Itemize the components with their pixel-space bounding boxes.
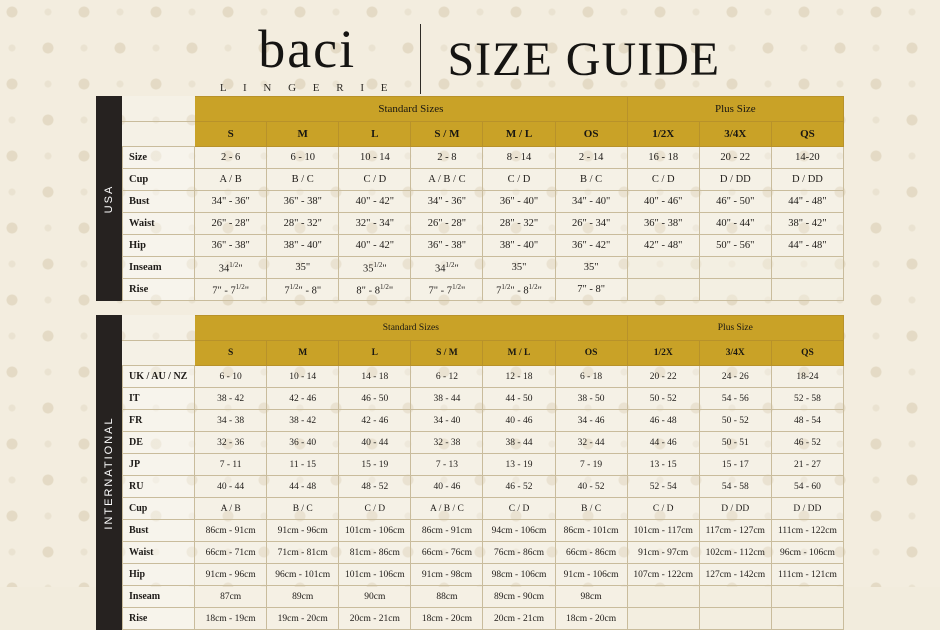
intl-column-header-row <box>123 341 844 366</box>
intl-col-threequarterx: 3/4X <box>699 341 771 366</box>
table-cell: 18cm - 19cm <box>195 608 267 630</box>
usa-col-m: M <box>267 122 339 147</box>
table-cell: $35^{1/2}$" <box>339 257 411 279</box>
usa-group-blank <box>123 97 195 122</box>
table-cell: 8 - 14 <box>483 147 555 169</box>
table-cell: 40 - 44 <box>195 476 267 498</box>
table-row <box>123 454 844 476</box>
table-cell: 46" - 50" <box>699 191 771 213</box>
row-label: Waist <box>123 542 195 564</box>
table-cell: 87cm <box>195 586 267 608</box>
table-cell: 14 - 18 <box>339 366 411 388</box>
table-cell: 89cm <box>267 586 339 608</box>
table-cell: 7" - $7^{1/2}$" <box>195 279 267 301</box>
table-cell: 98cm - 106cm <box>483 564 555 586</box>
table-row <box>123 366 844 388</box>
table-cell: 42 - 46 <box>339 410 411 432</box>
table-cell: 35" <box>267 257 339 279</box>
table-cell: D / DD <box>771 498 843 520</box>
table-cell: 40" - 42" <box>339 235 411 257</box>
table-cell: 38 - 50 <box>555 388 627 410</box>
table-cell: $7^{1/2}$" - $8^{1/2}$" <box>483 279 555 301</box>
usa-table-body <box>123 147 844 301</box>
table-cell: 2 - 8 <box>411 147 483 169</box>
table-cell: D / DD <box>699 169 771 191</box>
table-cell: 86cm - 91cm <box>195 520 267 542</box>
table-cell: C / D <box>339 498 411 520</box>
table-cell: 6 - 10 <box>267 147 339 169</box>
table-cell: 10 - 14 <box>339 147 411 169</box>
table-cell: 20 - 22 <box>699 147 771 169</box>
table-row <box>123 213 844 235</box>
table-cell: 38" - 40" <box>267 235 339 257</box>
table-cell: 91cm - 98cm <box>411 564 483 586</box>
table-cell: 35" <box>483 257 555 279</box>
table-cell: 48 - 54 <box>771 410 843 432</box>
row-label: RU <box>123 476 195 498</box>
table-cell: 13 - 19 <box>483 454 555 476</box>
table-cell: B / C <box>555 498 627 520</box>
row-label: Waist <box>123 213 195 235</box>
table-cell: A / B / C <box>411 498 483 520</box>
table-cell: 38" - 40" <box>483 235 555 257</box>
row-label: Bust <box>123 520 195 542</box>
table-cell: 40" - 46" <box>627 191 699 213</box>
table-cell: 18-24 <box>771 366 843 388</box>
page-title: SIZE GUIDE <box>447 32 721 86</box>
intl-col-sm: S / M <box>411 341 483 366</box>
table-cell: A / B / C <box>411 169 483 191</box>
intl-col-os: OS <box>555 341 627 366</box>
table-cell: 28" - 32" <box>483 213 555 235</box>
table-cell: 40 - 46 <box>411 476 483 498</box>
table-cell: 52 - 58 <box>771 388 843 410</box>
usa-col-sm: S / M <box>411 122 483 147</box>
usa-col-threequarterx: 3/4X <box>699 122 771 147</box>
table-cell: 38" - 42" <box>771 213 843 235</box>
table-cell: 101cm - 106cm <box>339 564 411 586</box>
table-cell: 26" - 28" <box>411 213 483 235</box>
usa-side-label-text: USA <box>103 184 115 213</box>
table-row <box>123 169 844 191</box>
table-cell: 91cm - 96cm <box>195 564 267 586</box>
table-cell: $34^{1/2}$" <box>411 257 483 279</box>
page-header <box>0 0 940 96</box>
table-cell: 24 - 26 <box>699 366 771 388</box>
table-cell: 13 - 15 <box>627 454 699 476</box>
table-cell: 42 - 46 <box>267 388 339 410</box>
table-cell: 96cm - 106cm <box>771 542 843 564</box>
usa-group-plus: Plus Size <box>627 97 843 122</box>
table-cell: $7^{1/2}$" - 8" <box>267 279 339 301</box>
usa-col-os: OS <box>555 122 627 147</box>
usa-col-l: L <box>339 122 411 147</box>
table-cell: 20 - 22 <box>627 366 699 388</box>
table-cell: 7 - 19 <box>555 454 627 476</box>
row-label: Rise <box>123 279 195 301</box>
table-cell: D / DD <box>771 169 843 191</box>
table-cell: 15 - 17 <box>699 454 771 476</box>
table-cell: 18cm - 20cm <box>411 608 483 630</box>
usa-group-standard: Standard Sizes <box>195 97 628 122</box>
intl-group-plus: Plus Size <box>627 316 843 341</box>
table-row <box>123 608 844 630</box>
table-row <box>123 586 844 608</box>
table-cell: 34" - 36" <box>411 191 483 213</box>
table-cell: 36 - 40 <box>267 432 339 454</box>
intl-col-halfx: 1/2X <box>627 341 699 366</box>
usa-group-header-row <box>123 97 844 122</box>
intl-group-header-row <box>123 316 844 341</box>
table-cell: 16 - 18 <box>627 147 699 169</box>
international-side-label <box>96 315 122 630</box>
table-cell: 6 - 12 <box>411 366 483 388</box>
table-cell: 36" - 38" <box>267 191 339 213</box>
table-row <box>123 147 844 169</box>
table-cell: 38 - 44 <box>483 432 555 454</box>
table-cell: 117cm - 127cm <box>699 520 771 542</box>
table-cell: 40 - 52 <box>555 476 627 498</box>
table-cell: 86cm - 91cm <box>411 520 483 542</box>
table-row <box>123 542 844 564</box>
table-cell: 38 - 42 <box>267 410 339 432</box>
table-row <box>123 476 844 498</box>
table-cell: 54 - 56 <box>699 388 771 410</box>
table-cell: 71cm - 81cm <box>267 542 339 564</box>
table-cell: 32 - 44 <box>555 432 627 454</box>
table-cell: 40 - 46 <box>483 410 555 432</box>
table-cell <box>771 257 843 279</box>
table-cell: 101cm - 106cm <box>339 520 411 542</box>
table-cell: 91cm - 96cm <box>267 520 339 542</box>
usa-table-block <box>96 96 844 301</box>
row-label: IT <box>123 388 195 410</box>
table-cell <box>627 608 699 630</box>
international-table-block <box>96 315 844 630</box>
intl-table-body <box>123 366 844 630</box>
table-cell <box>771 586 843 608</box>
international-side-label-text: INTERNATIONAL <box>103 415 115 530</box>
intl-col-s: S <box>195 341 267 366</box>
table-cell: 107cm - 122cm <box>627 564 699 586</box>
table-cell: 88cm <box>411 586 483 608</box>
table-cell: 96cm - 101cm <box>267 564 339 586</box>
table-cell: 15 - 19 <box>339 454 411 476</box>
table-cell: 66cm - 76cm <box>411 542 483 564</box>
intl-col-qs: QS <box>771 341 843 366</box>
table-cell: 46 - 52 <box>771 432 843 454</box>
table-cell: 20cm - 21cm <box>339 608 411 630</box>
table-cell: 44 - 48 <box>267 476 339 498</box>
intl-col-ml: M / L <box>483 341 555 366</box>
table-cell: 50" - 56" <box>699 235 771 257</box>
table-cell: 40" - 44" <box>699 213 771 235</box>
table-cell: C / D <box>627 169 699 191</box>
row-label: Inseam <box>123 257 195 279</box>
table-cell <box>699 257 771 279</box>
table-cell: 12 - 18 <box>483 366 555 388</box>
table-cell: 34" - 36" <box>195 191 267 213</box>
table-cell: 7" - 8" <box>555 279 627 301</box>
table-cell: 28" - 32" <box>267 213 339 235</box>
table-row <box>123 498 844 520</box>
row-label: Hip <box>123 235 195 257</box>
table-cell <box>627 257 699 279</box>
usa-col-halfx: 1/2X <box>627 122 699 147</box>
usa-side-label <box>96 96 122 301</box>
table-cell: 111cm - 121cm <box>771 564 843 586</box>
intl-col-l: L <box>339 341 411 366</box>
table-cell: 86cm - 101cm <box>555 520 627 542</box>
table-cell: 81cm - 86cm <box>339 542 411 564</box>
international-size-table <box>122 315 844 630</box>
table-cell: 94cm - 106cm <box>483 520 555 542</box>
table-cell: 6 - 18 <box>555 366 627 388</box>
table-cell: 89cm - 90cm <box>483 586 555 608</box>
table-cell: 44 - 46 <box>627 432 699 454</box>
row-label: DE <box>123 432 195 454</box>
table-cell: 66cm - 86cm <box>555 542 627 564</box>
table-cell: 36" - 38" <box>195 235 267 257</box>
table-cell: 7 - 13 <box>411 454 483 476</box>
intl-group-blank <box>123 316 195 341</box>
table-cell: 91cm - 97cm <box>627 542 699 564</box>
table-cell: 54 - 60 <box>771 476 843 498</box>
table-cell: C / D <box>339 169 411 191</box>
table-cell: D / DD <box>699 498 771 520</box>
intl-group-standard: Standard Sizes <box>195 316 628 341</box>
table-cell: B / C <box>267 169 339 191</box>
table-cell: 6 - 10 <box>195 366 267 388</box>
row-label: FR <box>123 410 195 432</box>
table-row <box>123 191 844 213</box>
table-row <box>123 279 844 301</box>
table-cell: 36" - 42" <box>555 235 627 257</box>
table-cell <box>699 586 771 608</box>
usa-col-qs: QS <box>771 122 843 147</box>
table-cell: 40" - 42" <box>339 191 411 213</box>
table-cell: A / B <box>195 169 267 191</box>
row-label: Size <box>123 147 195 169</box>
table-cell: 26" - 34" <box>555 213 627 235</box>
table-cell <box>699 608 771 630</box>
table-cell <box>699 279 771 301</box>
row-label: Cup <box>123 498 195 520</box>
table-row <box>123 432 844 454</box>
table-row <box>123 520 844 542</box>
table-cell: 50 - 52 <box>699 410 771 432</box>
row-label: Rise <box>123 608 195 630</box>
usa-col-ml: M / L <box>483 122 555 147</box>
table-cell: 36" - 40" <box>483 191 555 213</box>
table-row <box>123 235 844 257</box>
table-cell: 44" - 48" <box>771 191 843 213</box>
table-cell: 38 - 44 <box>411 388 483 410</box>
table-cell: 20cm - 21cm <box>483 608 555 630</box>
table-cell: 98cm <box>555 586 627 608</box>
brand-name: baci <box>258 19 357 80</box>
usa-size-table <box>122 96 844 301</box>
table-cell: 11 - 15 <box>267 454 339 476</box>
usa-col-s: S <box>195 122 267 147</box>
table-row <box>123 257 844 279</box>
table-cell <box>771 279 843 301</box>
table-cell: 40 - 44 <box>339 432 411 454</box>
table-cell: 32 - 36 <box>195 432 267 454</box>
table-cell: $34^{1/2}$" <box>195 257 267 279</box>
table-cell: C / D <box>627 498 699 520</box>
table-cell: 32 - 38 <box>411 432 483 454</box>
table-cell: 26" - 28" <box>195 213 267 235</box>
row-label: Cup <box>123 169 195 191</box>
table-cell: 34" - 40" <box>555 191 627 213</box>
row-label: JP <box>123 454 195 476</box>
row-label: Inseam <box>123 586 195 608</box>
table-cell: 46 - 52 <box>483 476 555 498</box>
table-cell: 42" - 48" <box>627 235 699 257</box>
table-cell: 52 - 54 <box>627 476 699 498</box>
table-cell: B / C <box>555 169 627 191</box>
table-cell: 101cm - 117cm <box>627 520 699 542</box>
table-cell: 18cm - 20cm <box>555 608 627 630</box>
table-cell: 34 - 40 <box>411 410 483 432</box>
table-cell <box>627 279 699 301</box>
table-cell: 127cm - 142cm <box>699 564 771 586</box>
usa-col-blank <box>123 122 195 147</box>
row-label: UK / AU / NZ <box>123 366 195 388</box>
table-cell: 35" <box>555 257 627 279</box>
intl-col-blank <box>123 341 195 366</box>
table-cell: 21 - 27 <box>771 454 843 476</box>
table-cell: 102cm - 112cm <box>699 542 771 564</box>
intl-col-m: M <box>267 341 339 366</box>
row-label: Bust <box>123 191 195 213</box>
usa-column-header-row <box>123 122 844 147</box>
row-label: Hip <box>123 564 195 586</box>
table-row <box>123 564 844 586</box>
table-cell: A / B <box>195 498 267 520</box>
table-cell <box>771 608 843 630</box>
brand-subtitle: L I N G E R I E <box>219 81 395 94</box>
table-cell: 48 - 52 <box>339 476 411 498</box>
table-cell <box>627 586 699 608</box>
table-cell: 10 - 14 <box>267 366 339 388</box>
table-cell: 44 - 50 <box>483 388 555 410</box>
table-cell: C / D <box>483 169 555 191</box>
table-cell: 44" - 48" <box>771 235 843 257</box>
table-cell: 7 - 11 <box>195 454 267 476</box>
table-cell: 36" - 38" <box>627 213 699 235</box>
brand-logo <box>219 19 422 94</box>
table-cell: 14-20 <box>771 147 843 169</box>
table-cell: 38 - 42 <box>195 388 267 410</box>
table-cell: 34 - 38 <box>195 410 267 432</box>
table-cell: 36" - 38" <box>411 235 483 257</box>
table-cell: 32" - 34" <box>339 213 411 235</box>
table-cell: C / D <box>483 498 555 520</box>
table-cell: B / C <box>267 498 339 520</box>
table-cell: 46 - 50 <box>339 388 411 410</box>
table-cell: 50 - 51 <box>699 432 771 454</box>
table-cell: 111cm - 122cm <box>771 520 843 542</box>
table-cell: 90cm <box>339 586 411 608</box>
table-cell: 76cm - 86cm <box>483 542 555 564</box>
table-cell: 2 - 14 <box>555 147 627 169</box>
table-cell: 19cm - 20cm <box>267 608 339 630</box>
table-cell: 7" - $7^{1/2}$" <box>411 279 483 301</box>
table-cell: 54 - 58 <box>699 476 771 498</box>
table-row <box>123 410 844 432</box>
table-cell: 8" - $8^{1/2}$" <box>339 279 411 301</box>
table-cell: 66cm - 71cm <box>195 542 267 564</box>
table-cell: 46 - 48 <box>627 410 699 432</box>
table-cell: 34 - 46 <box>555 410 627 432</box>
table-cell: 91cm - 106cm <box>555 564 627 586</box>
table-cell: 2 - 6 <box>195 147 267 169</box>
table-row <box>123 388 844 410</box>
table-cell: 50 - 52 <box>627 388 699 410</box>
